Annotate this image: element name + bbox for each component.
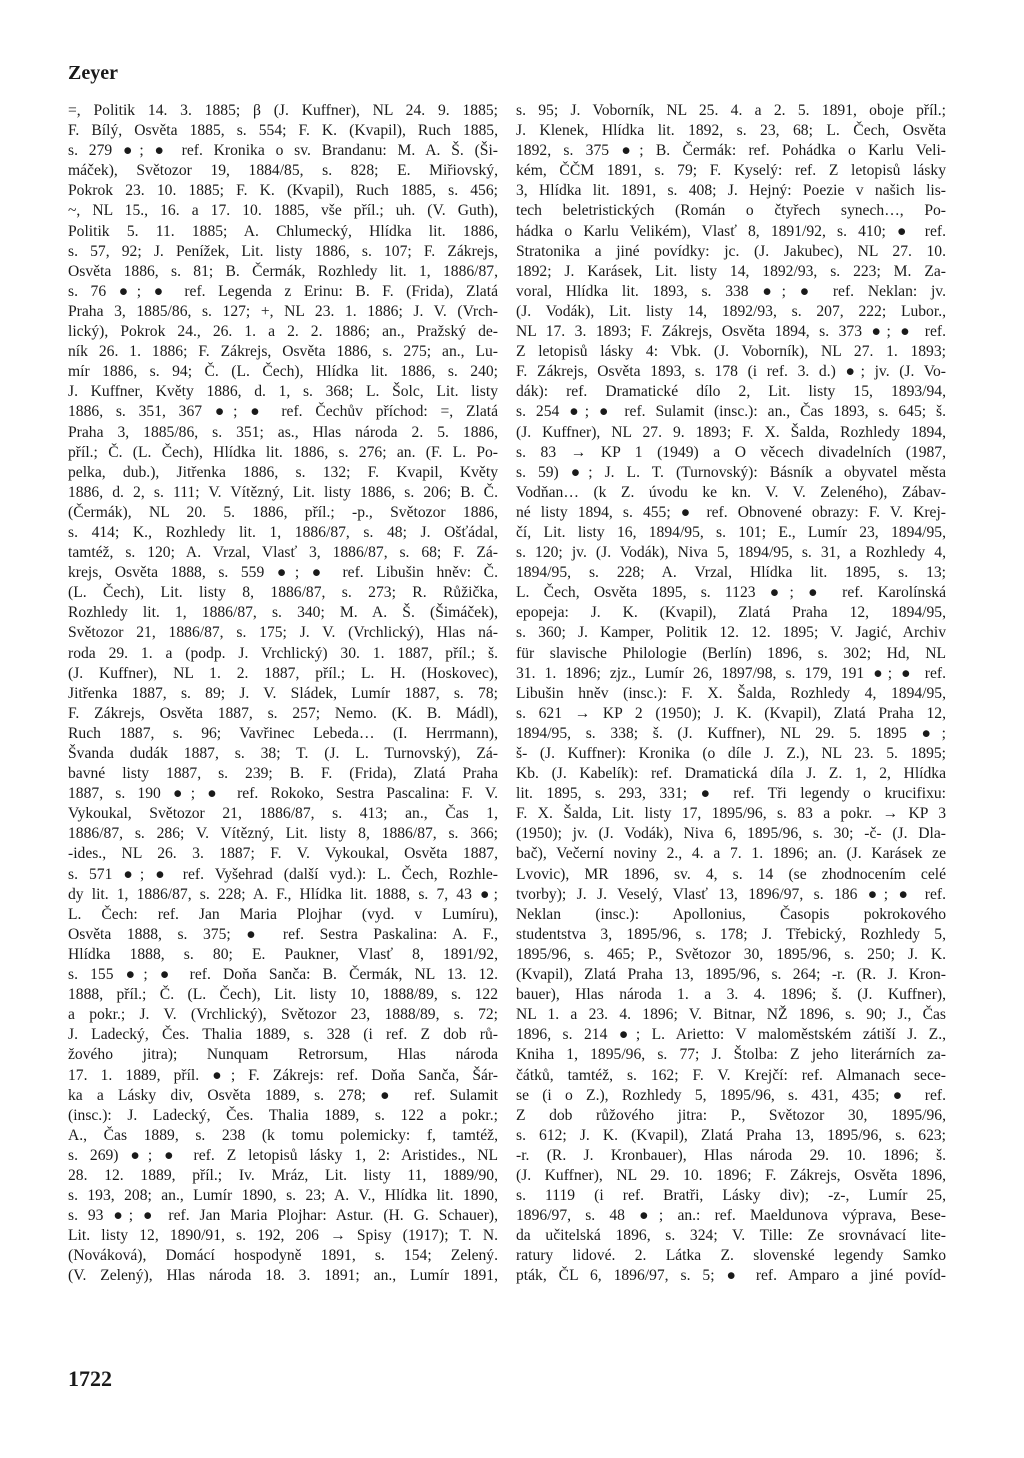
- text-line: s. 57, 92; J. Penížek, Lit. listy 1886, s. 107; F. Zákrejs,: [68, 242, 498, 260]
- text-line: 1886, d. 2, s. 111; V. Vítězný, Lit. listy 1886, s. 206; B. Č.: [68, 483, 498, 501]
- text-line: lit. 1895, s. 293, 331; ● ref. Tři legendy o krucifixu:: [516, 785, 946, 803]
- text-line: s. 59) ●; J. L. T. (Turnovský): Básník a obyvatel města: [516, 463, 946, 481]
- text-line: s. 83 → KP 1 (1949) a O věcech divadelních (1987,: [516, 443, 946, 461]
- text-line: tamtéž, s. 120; A. Vrzal, Vlasť 3, 1886/87, s. 68; F. Zá-: [68, 544, 498, 562]
- text-line: (Nováková), Domácí hospodyně 1891, s. 154; Zelený.: [68, 1247, 498, 1265]
- text-line: A., Čas 1889, s. 238 (k tomu polemicky: f, tamtéž,: [68, 1126, 498, 1144]
- text-column-right: [516, 101, 946, 1287]
- text-line: ~, NL 15., 16. a 17. 10. 1885, vše příl.; uh. (V. Guth),: [68, 202, 498, 220]
- text-line: (J. Kuffner), NL 27. 9. 1893; F. X. Šalda, Rozhledy 1894,: [516, 423, 946, 441]
- text-line: ník 26. 1. 1886; F. Zákrejs, Osvěta 1886, s. 275; an., Lu-: [68, 343, 498, 361]
- text-line: dy lit. 1, 1886/87, s. 228; A. F., Hlídka lit. 1888, s. 7, 43 ●;: [68, 885, 498, 903]
- text-line: pták, ČL 6, 1896/97, s. 5; ● ref. Amparo a jiné povíd-: [516, 1267, 946, 1285]
- text-line: s. 621 → KP 2 (1950); J. K. (Kvapil), Zlatá Praha 12,: [516, 704, 946, 722]
- text-line: (J. Kuffner), NL 1. 2. 1887, příl.; L. H. (Hoskovec),: [68, 664, 498, 682]
- text-line: NL 17. 3. 1893; F. Zákrejs, Osvěta 1894, s. 373 ●; ● ref.: [516, 323, 946, 341]
- text-line: bauer), Hlas národa 1. a 3. 4. 1896; š. (J. Kuffner),: [516, 986, 946, 1004]
- text-line: ratury lidové. 2. Látka Z. slovenské legendy Samko: [516, 1247, 946, 1265]
- text-line: (1950); jv. (J. Vodák), Niva 6, 1895/96, s. 30; -č- (J. Dla-: [516, 825, 946, 843]
- text-line: Kniha 1, 1895/96, s. 77; J. Štolba: Z jeho literárních za-: [516, 1046, 946, 1064]
- text-line: s. 155 ●; ● ref. Doňa Sanča: B. Čermák, NL 13. 12.: [68, 966, 498, 984]
- text-line: Politik 5. 11. 1885; A. Chlumecký, Hlídka lit. 1886,: [68, 222, 498, 240]
- text-line: -r. (R. J. Kronbauer), Hlas národa 29. 10. 1896; š.: [516, 1146, 946, 1164]
- text-line: F. Bílý, Osvěta 1885, s. 554; F. K. (Kvapil), Ruch 1885,: [68, 122, 498, 140]
- text-line: (L. Čech), Lit. listy 8, 1886/87, s. 273; R. Růžička,: [68, 584, 498, 602]
- text-line: für slavische Philologie (Berlín) 1896, s. 302; Hd, NL: [516, 644, 946, 662]
- text-line: 3, Hlídka lit. 1891, s. 408; J. Hejný: Poezie v našich lis-: [516, 182, 946, 200]
- text-line: bač), Večerní noviny 2., 4. a 7. 1. 1896; an. (J. Karásek ze: [516, 845, 946, 863]
- text-line: L. Čech: ref. Jan Maria Plojhar (vyd. v Lumíru),: [68, 905, 498, 923]
- text-line: (V. Zelený), Hlas národa 18. 3. 1891; an., Lumír 1891,: [68, 1267, 498, 1285]
- text-line: hádka o Karlu Velikém), Vlasť 8, 1891/92, s. 410; ● ref.: [516, 222, 946, 240]
- text-line: 28. 12. 1889, příl.; Iv. Mráz, Lit. listy 11, 1889/90,: [68, 1166, 498, 1184]
- text-line: lický), Pokrok 24., 26. 1. a 2. 2. 1886; an., Pražský de-: [68, 323, 498, 341]
- text-line: Lit. listy 12, 1890/91, s. 192, 206 → Spisy (1917); T. N.: [68, 1227, 498, 1245]
- text-line: a pokr.; J. V. (Vrchlický), Světozor 23, 1888/89, s. 72;: [68, 1006, 498, 1024]
- text-line: Švanda dudák 1887, s. 38; T. (J. L. Turnovský), Zá-: [68, 745, 498, 762]
- text-line: 1894/95, s. 228; A. Vrzal, Hlídka lit. 1895, s. 13;: [516, 564, 946, 582]
- text-line: 17. 1. 1889, příl. ●; F. Zákrejs: ref. Doňa Sanča, Šár-: [68, 1066, 498, 1084]
- text-line: (J. Vodák), Lit. listy 14, 1892/93, s. 207, 222; Lubor.,: [516, 302, 946, 320]
- text-line: J. Klenek, Hlídka lit. 1892, s. 23, 68; L. Čech, Osvěta: [516, 122, 946, 140]
- text-line: 1892; J. Karásek, Lit. listy 14, 1892/93, s. 223; M. Za-: [516, 262, 946, 280]
- text-line: Jitřenka 1887, s. 89; J. V. Sládek, Lumír 1887, s. 78;: [68, 684, 498, 702]
- text-line: né listy 1894, s. 455; ● ref. Obnovené obrazy: F. V. Krej-: [516, 503, 946, 521]
- text-line: s. 279 ●; ● ref. Kronika o sv. Brandanu: M. A. Š. (Ši-: [68, 142, 498, 160]
- text-line: F. X. Šalda, Lit. listy 17, 1895/96, s. 83 a pokr. → KP 3: [516, 805, 946, 823]
- text-line: s. 254 ●; ● ref. Sulamit (insc.): an., Čas 1893, s. 645; š.: [516, 403, 946, 421]
- text-line: da učitelská 1896, s. 324; V. Tille: Ze srovnávací lite-: [516, 1227, 946, 1245]
- text-line: (J. Kuffner), NL 29. 10. 1896; F. Zákrejs, Osvěta 1896,: [516, 1166, 946, 1184]
- text-line: J. Ladecký, Čes. Thalia 1889, s. 328 (i ref. Z dob rů-: [68, 1026, 498, 1044]
- text-line: s. 1119 (i ref. Bratři, Lásky div); -z-, Lumír 25,: [516, 1187, 946, 1205]
- text-line: Z letopisů lásky 4: Vbk. (J. Voborník), NL 27. 1. 1893;: [516, 343, 946, 361]
- text-line: 31. 1. 1896; zjz., Lumír 26, 1897/98, s. 179, 191 ●; ● ref.: [516, 664, 946, 682]
- running-head: Zeyer: [68, 62, 118, 84]
- text-line: čátků, tamtéž, s. 162; F. V. Krejčí: ref. Almanach sece-: [516, 1066, 946, 1084]
- text-line: Lvovic), MR 1896, sv. 4, s. 14 (se zhodnocením celé: [516, 865, 946, 883]
- text-line: =, Politik 14. 3. 1885; β (J. Kuffner), NL 24. 9. 1885;: [68, 102, 498, 119]
- text-line: žového jitra); Nunquam Retrorsum, Hlas národa: [68, 1046, 498, 1064]
- text-line: 1896, s. 214 ●; L. Arietto: V maloměstském zátiší J. Z.,: [516, 1026, 946, 1044]
- text-line: s. 76 ●; ● ref. Legenda z Erinu: B. F. (Frida), Zlatá: [68, 282, 498, 300]
- text-line: 1887, s. 190 ●; ● ref. Rokoko, Sestra Pascalina: F. V.: [68, 785, 498, 803]
- text-line: s. 612; J. K. (Kvapil), Zlatá Praha 13, 1895/96, s. 623;: [516, 1126, 946, 1144]
- text-line: Praha 3, 1885/86, s. 127; +, NL 23. 1. 1886; J. V. (Vrch-: [68, 302, 498, 320]
- text-line: čí, Lit. listy 16, 1894/95, s. 101; E., Lumír 23, 1894/95,: [516, 523, 946, 541]
- text-line: F. Zákrejs, Osvěta 1893, s. 178 (i ref. 3. d.) ●; jv. (J. Vo-: [516, 363, 946, 381]
- text-line: 1895/96, s. 465; P., Světozor 30, 1895/96, s. 250; J. K.: [516, 945, 946, 963]
- text-line: s. 269) ●; ● ref. Z letopisů lásky 1, 2: Aristides., NL: [68, 1146, 498, 1164]
- text-line: se (i o Z.), Rozhledy 5, 1895/96, s. 431, 435; ● ref.: [516, 1086, 946, 1104]
- text-line: tvorby); J. J. Veselý, Vlasť 13, 1896/97, s. 186 ●; ● ref.: [516, 885, 946, 903]
- text-line: příl.; Č. (L. Čech), Hlídka lit. 1886, s. 276; an. (F. L. Po-: [68, 443, 498, 461]
- text-line: kém, ČČM 1891, s. 79; F. Kyselý: ref. Z letopisů lásky: [516, 162, 946, 180]
- text-line: J. Kuffner, Květy 1886, d. 1, s. 368; L. Šolc, Lit. listy: [68, 383, 498, 401]
- text-line: s. 93 ●; ● ref. Jan Maria Plojhar: Astur. (H. G. Schauer),: [68, 1207, 498, 1225]
- text-line: Světozor 21, 1886/87, s. 175; J. V. (Vrchlický), Hlas ná-: [68, 624, 498, 642]
- text-line: s. 193, 208; an., Lumír 1890, s. 23; A. V., Hlídka lit. 1890,: [68, 1187, 498, 1205]
- text-line: pelka, dub.), Jitřenka 1886, s. 132; F. Kvapil, Květy: [68, 463, 498, 481]
- text-line: ka a Lásky div, Osvěta 1889, s. 278; ● ref. Sulamit: [68, 1086, 498, 1104]
- text-line: 1892, s. 375 ●; B. Čermák: ref. Pohádka o Karlu Veli-: [516, 142, 946, 160]
- text-line: Praha 3, 1885/86, s. 351; as., Hlas národa 2. 5. 1886,: [68, 423, 498, 441]
- text-line: 1886/87, s. 286; V. Vítězný, Lit. listy 8, 1886/87, s. 366;: [68, 825, 498, 843]
- text-line: máček), Světozor 19, 1884/85, s. 828; E. Miřiovský,: [68, 162, 498, 180]
- text-line: s. 360; J. Kamper, Politik 12. 12. 1895; V. Jagić, Archiv: [516, 624, 946, 642]
- text-line: roda 29. 1. a (podp. J. Vrchlický) 30. 1. 1887, příl.; š.: [68, 644, 498, 662]
- text-line: mír 1886, s. 94; Č. (L. Čech), Hlídka lit. 1886, s. 240;: [68, 363, 498, 381]
- text-line: L. Čech, Osvěta 1895, s. 1123 ●; ● ref. Karolínská: [516, 584, 946, 602]
- text-line: dák): ref. Dramatické dílo 2, Lit. listy 15, 1893/94,: [516, 383, 946, 401]
- text-line: (insc.): J. Ladecký, Čes. Thalia 1889, s. 122 a pokr.;: [68, 1106, 498, 1124]
- text-line: studentstva 3, 1895/96, s. 178; J. Třebický, Rozhledy 5,: [516, 925, 946, 943]
- text-line: Stratonika a jiné povídky: jc. (J. Jakubec), NL 27. 10.: [516, 242, 946, 260]
- text-line: epopeja: J. K. (Kvapil), Zlatá Praha 12, 1894/95,: [516, 604, 946, 622]
- text-line: bavné listy 1887, s. 239; B. F. (Frida), Zlatá Praha: [68, 765, 498, 783]
- page-number: 1722: [68, 1366, 112, 1391]
- text-line: tech beletristických (Román o čtyřech synech…, Po-: [516, 202, 946, 220]
- text-line: Pokrok 23. 10. 1885; F. K. (Kvapil), Ruch 1885, s. 456;: [68, 182, 498, 200]
- text-line: Osvěta 1886, s. 81; B. Čermák, Rozhledy lit. 1, 1886/87,: [68, 262, 498, 280]
- text-line: Osvěta 1888, s. 375; ● ref. Sestra Paskalina: A. F.,: [68, 925, 498, 943]
- text-line: NL 1. a 23. 4. 1896; V. Bitnar, NŽ 1896, s. 90; J., Čas: [516, 1006, 946, 1024]
- text-line: krejs, Osvěta 1888, s. 559 ●; ● ref. Libušin hněv: Č.: [68, 564, 498, 582]
- text-line: s. 414; K., Rozhledy lit. 1, 1886/87, s. 48; J. Ošťádal,: [68, 523, 498, 541]
- text-line: s. 95; J. Voborník, NL 25. 4. a 2. 5. 1891, oboje příl.;: [516, 102, 946, 119]
- text-line: Rozhledy lit. 1, 1886/87, s. 340; M. A. Š. (Šimáček),: [68, 604, 498, 622]
- text-line: Hlídka 1888, s. 80; E. Paukner, Vlasť 8, 1891/92,: [68, 945, 498, 963]
- text-line: Vykoukal, Světozor 21, 1886/87, s. 413; an., Čas 1,: [68, 805, 498, 823]
- text-line: 1894/95, s. 338; š. (J. Kuffner), NL 29. 5. 1895 ●;: [516, 724, 946, 742]
- text-line: Kb. (J. Kabelík): ref. Dramatická díla J. Z. 1, 2, Hlídka: [516, 765, 946, 783]
- text-line: (Čermák), NL 20. 5. 1886, příl.; -p., Světozor 1886,: [68, 503, 498, 521]
- text-line: -ides., NL 26. 3. 1887; F. V. Vykoukal, Osvěta 1887,: [68, 845, 498, 863]
- text-line: s. 571 ●; ● ref. Vyšehrad (další vyd.): L. Čech, Rozhle-: [68, 865, 498, 883]
- text-line: voral, Hlídka lit. 1893, s. 338 ●; ● ref. Neklan: jv.: [516, 282, 946, 300]
- text-line: Neklan (insc.): Apollonius, Časopis pokrokového: [516, 905, 946, 923]
- text-line: š- (J. Kuffner): Kronika (o díle J. Z.), NL 23. 5. 1895;: [516, 745, 946, 762]
- text-line: 1886, s. 351, 367 ●; ● ref. Čechův příchod: =, Zlatá: [68, 403, 498, 421]
- text-line: Ruch 1887, s. 96; Vavřinec Lebeda… (I. Herrmann),: [68, 724, 498, 742]
- text-line: Z dob růžového jitra: P., Světozor 30, 1895/96,: [516, 1106, 946, 1124]
- text-line: 1896/97, s. 48 ●; an.: ref. Maeldunova výprava, Bese-: [516, 1207, 946, 1225]
- text-line: Libušin hněv (insc.): F. X. Šalda, Rozhledy 4, 1894/95,: [516, 684, 946, 702]
- text-line: s. 120; jv. (J. Vodák), Niva 5, 1894/95, s. 31, a Rozhledy 4,: [516, 544, 946, 562]
- text-line: (Kvapil), Zlatá Praha 13, 1895/96, s. 264; -r. (R. J. Kron-: [516, 966, 946, 984]
- text-line: F. Zákrejs, Osvěta 1887, s. 257; Nemo. (K. B. Mádl),: [68, 704, 498, 722]
- text-column-left: [68, 101, 498, 1287]
- text-line: 1888, příl.; Č. (L. Čech), Lit. listy 10, 1888/89, s. 122: [68, 986, 498, 1004]
- text-line: Vodňan… (k Z. úvodu ke kn. V. V. Zeleného), Zábav-: [516, 483, 946, 501]
